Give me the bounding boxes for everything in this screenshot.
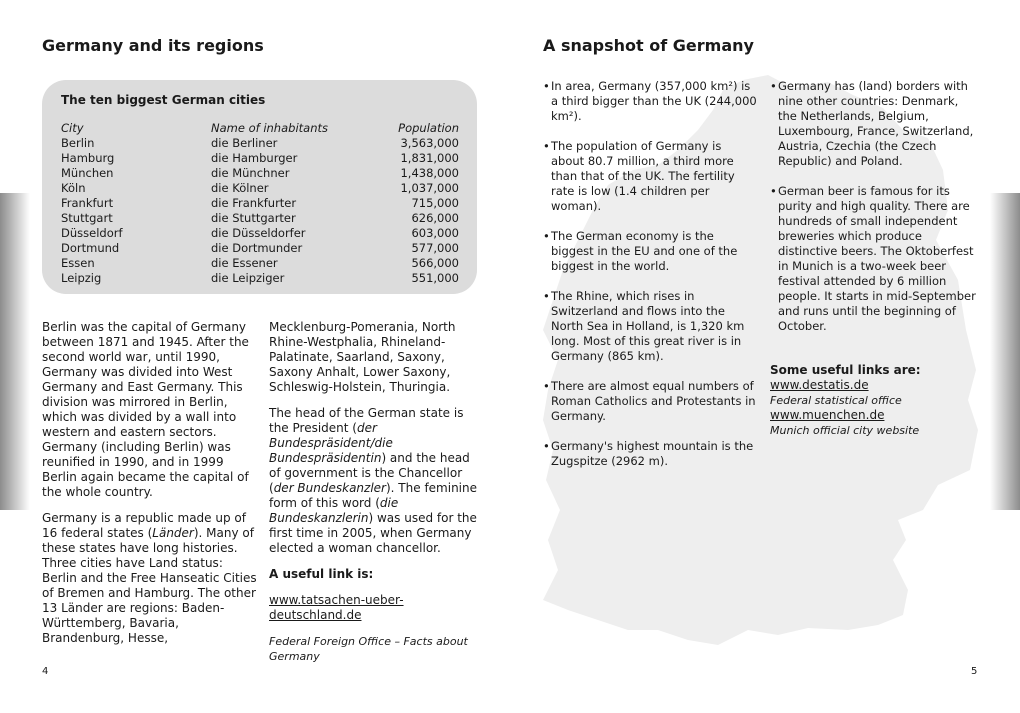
list-item <box>770 184 980 334</box>
tatsachen-link[interactable]: www.tatsachen-ueber-deutschland.de <box>269 593 404 622</box>
left-text-column-2 <box>269 320 484 675</box>
left-page-title: Germany and its regions <box>42 36 264 55</box>
city-cell: Leipzig <box>61 271 102 285</box>
column-header-city: City <box>61 121 84 135</box>
inhabitants-cell: die Hamburger <box>211 151 298 165</box>
table-row <box>61 181 459 196</box>
population-cell: 1,831,000 <box>400 151 459 165</box>
right-edge-gradient-bar <box>990 193 1020 510</box>
city-cell: Berlin <box>61 136 95 150</box>
city-cell: Frankfurt <box>61 196 114 210</box>
inhabitants-cell: die Stuttgarter <box>211 211 296 225</box>
list-item <box>543 289 758 364</box>
inhabitants-cell: die Düsseldorfer <box>211 226 306 240</box>
bullet-icon: • <box>543 79 550 93</box>
city-cell: Stuttgart <box>61 211 113 225</box>
destatis-link[interactable]: www.destatis.de <box>770 378 869 392</box>
cities-panel <box>42 80 477 294</box>
table-row <box>61 211 459 226</box>
population-cell: 626,000 <box>411 211 459 225</box>
inhabitants-cell: die Berliner <box>211 136 278 150</box>
population-cell: 603,000 <box>411 226 459 240</box>
bullet-text: In area, Germany (357,000 km²) is a third bigger than the UK (244,000 km²). <box>551 79 757 123</box>
useful-link-heading: A useful link is: <box>269 567 374 581</box>
right-page-title: A snapshot of Germany <box>543 36 754 55</box>
list-item <box>543 379 758 424</box>
list-item <box>543 79 758 124</box>
bullet-icon: • <box>543 139 550 153</box>
table-row <box>61 256 459 271</box>
bullet-text: The population of Germany is about 80.7 million, a third more than that of the UK. The fertility rate is low (1.4 children per woman). <box>551 139 735 213</box>
table-row <box>61 241 459 256</box>
table-row <box>61 196 459 211</box>
list-item <box>543 229 758 274</box>
bullet-text: German beer is famous for its purity and high quality. There are hundreds of small independent breweries which produce distinctive beers. The Oktoberfest in Munich is a two-week beer festival attended by 6 million people. It starts in mid-September and runs until the beginning of October. <box>778 184 976 333</box>
column-header-population: Population <box>398 121 459 135</box>
page-number-left: 4 <box>42 666 49 677</box>
useful-link-block <box>269 567 484 664</box>
bullet-text: Germany's highest mountain is the Zugspitze (2962 m). <box>551 439 754 468</box>
population-cell: 1,037,000 <box>400 181 459 195</box>
destatis-link-description: Federal statistical office <box>770 394 902 407</box>
bullet-text: There are almost equal numbers of Roman Catholics and Protestants in Germany. <box>551 379 756 423</box>
tatsachen-link-description: Federal Foreign Office – Facts about Germany <box>269 635 468 663</box>
list-item <box>770 79 980 169</box>
table-row <box>61 166 459 181</box>
city-cell: Hamburg <box>61 151 115 165</box>
muenchen-link[interactable]: www.muenchen.de <box>770 408 885 422</box>
table-row <box>61 271 459 286</box>
city-cell: Essen <box>61 256 95 270</box>
inhabitants-cell: die Dortmunder <box>211 241 303 255</box>
bullet-icon: • <box>543 289 550 303</box>
population-cell: 566,000 <box>411 256 459 270</box>
table-row <box>61 136 459 151</box>
city-cell: München <box>61 166 114 180</box>
useful-links-heading: Some useful links are: <box>770 363 921 377</box>
bullet-icon: • <box>543 229 550 243</box>
cities-header-row <box>61 121 459 136</box>
bullet-icon: • <box>770 184 777 198</box>
city-cell: Düsseldorf <box>61 226 123 240</box>
population-cell: 715,000 <box>411 196 459 210</box>
useful-links-block <box>770 363 970 438</box>
list-item <box>543 439 758 469</box>
inhabitants-cell: die Münchner <box>211 166 290 180</box>
city-cell: Köln <box>61 181 86 195</box>
left-text-column-1 <box>42 320 257 657</box>
bullet-icon: • <box>543 439 550 453</box>
regions-paragraph: Mecklenburg-Pomerania, North Rhine-Westphalia, Rhineland-Palatinate, Saarland, Saxony, Saxony Anhalt, Lower Saxony, Schleswig-Holstein, Thuringia. <box>269 320 456 394</box>
inhabitants-cell: die Essener <box>211 256 278 270</box>
snapshot-bullets-column-2 <box>770 79 980 349</box>
table-row <box>61 226 459 241</box>
left-edge-gradient-bar <box>0 193 30 510</box>
population-cell: 551,000 <box>411 271 459 285</box>
bullet-text: The Rhine, which rises in Switzerland and flows into the North Sea in Holland, is 1,320 km long. Most of this great river is in Germany (865 km). <box>551 289 745 363</box>
inhabitants-cell: die Leipziger <box>211 271 285 285</box>
inhabitants-cell: die Kölner <box>211 181 269 195</box>
population-cell: 577,000 <box>411 241 459 255</box>
bullet-icon: • <box>770 79 777 93</box>
cities-table <box>61 121 459 286</box>
inhabitants-cell: die Frankfurter <box>211 196 297 210</box>
cities-heading: The ten biggest German cities <box>61 93 266 107</box>
berlin-paragraph: Berlin was the capital of Germany between 1871 and 1945. After the second world war, until 1990, Germany was divided into West Germany and East Germany. This division was mirrored in Berlin, which was divided by a wall into western and eastern sectors. Germany (including Berlin) was reunified in 1990, and in 1999 Berlin again became the capital of the whole country. <box>42 320 249 499</box>
city-cell: Dortmund <box>61 241 120 255</box>
bullet-text: Germany has (land) borders with nine other countries: Denmark, the Netherlands, Belgium, Luxembourg, France, Switzerland, Austria, Czechia (the Czech Republic) and Poland. <box>778 79 974 168</box>
bullet-icon: • <box>543 379 550 393</box>
table-row <box>61 151 459 166</box>
muenchen-link-description: Munich official city website <box>770 424 920 437</box>
snapshot-bullets-column-1 <box>543 79 758 484</box>
head-of-state-paragraph: The head of the German state is the President (der Bundespräsident/die Bundespräsidentin) and the head of government is the Chancellor (der Bundeskanzler). The feminine form of this word (die Bundeskanzlerin) was used for the first time in 2005, when Germany elected a woman chancellor. <box>269 406 478 555</box>
bullet-text: The German economy is the biggest in the EU and one of the biggest in the world. <box>551 229 738 273</box>
list-item <box>543 139 758 214</box>
population-cell: 1,438,000 <box>400 166 459 180</box>
cities-table-body <box>61 136 459 286</box>
page-number-right: 5 <box>971 666 978 677</box>
republic-paragraph: Germany is a republic made up of 16 federal states (Länder). Many of these states have long histories. Three cities have Land status: Berlin and the Free Hanseatic Cities of Bremen and Hamburg. The other 13 Länder are regions: Baden-Württemberg, Bavaria, Brandenburg, Hesse, <box>42 511 257 645</box>
population-cell: 3,563,000 <box>400 136 459 150</box>
column-header-inhabitants: Name of inhabitants <box>211 121 328 135</box>
